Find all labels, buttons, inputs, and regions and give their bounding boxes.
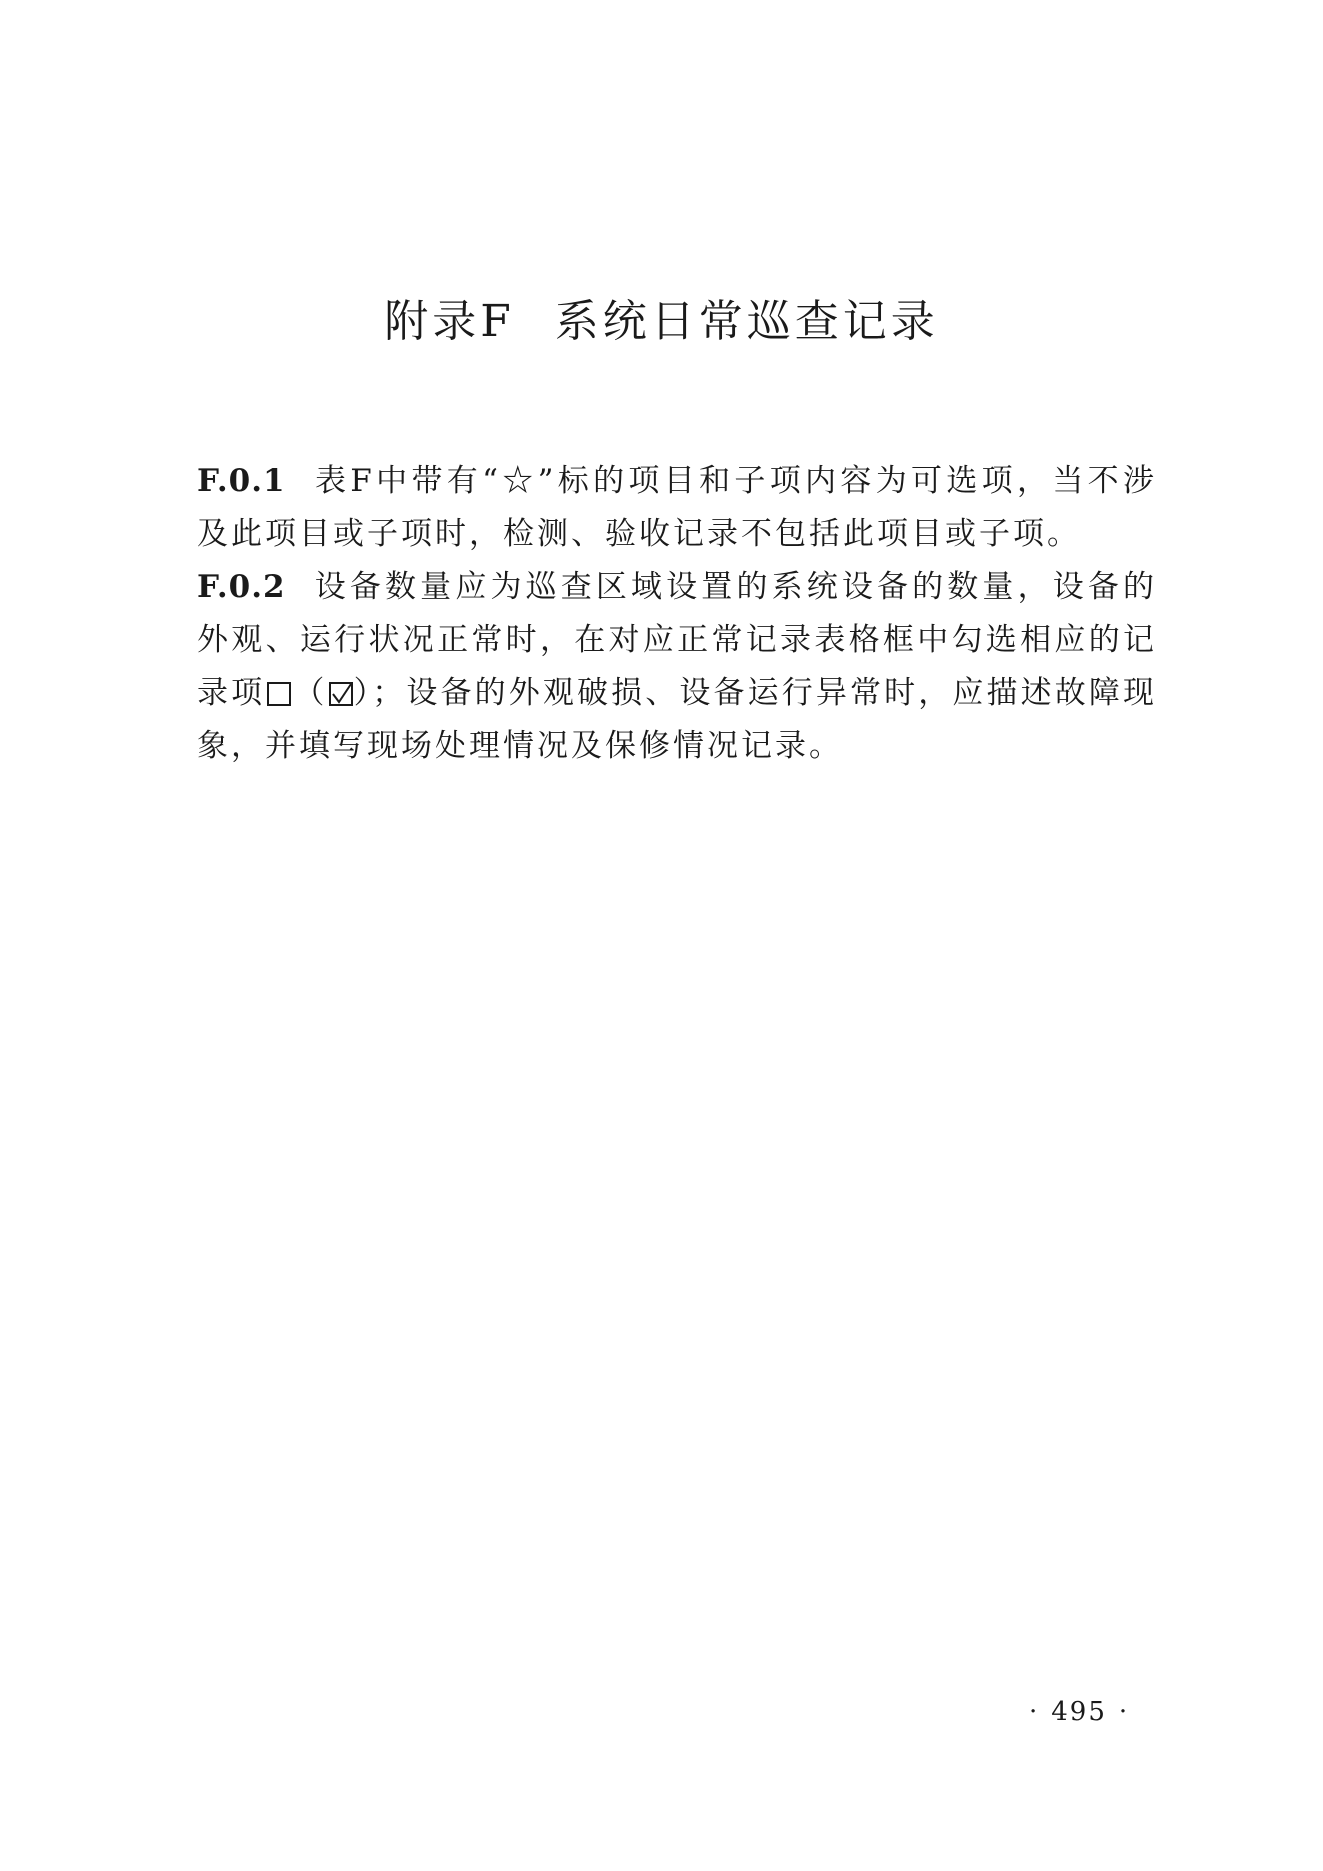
clause-number: F.0.2 [197,569,286,605]
bullet-right: · [1118,1697,1130,1727]
page-title [0,292,1323,352]
body-text [197,455,1157,773]
appendix-title: 系统日常巡查记录 [554,296,939,347]
clause-f-0-2 [197,561,1157,773]
clause-text: 表F中带有“☆”标的项目和子项内容为可选项，当不涉及此项目或子项时，检测、验收记录不包括此项目或子项。 [197,463,1157,552]
bullet-left: · [1029,1697,1040,1727]
paren-close: ） [353,675,373,711]
page-number [1017,1697,1141,1727]
page-number-value: 495 [1051,1697,1107,1727]
clause-text-before: 设备数量应为巡查区域设置的系统设备的数量，设备的外观、运行状况正常时，在对应正常记录表格框中勾选相应的记录项 [197,569,1157,711]
clause-number: F.0.1 [197,463,286,499]
empty-checkbox-icon [267,682,291,706]
paren-open: （ [293,675,328,711]
clause-f-0-1 [197,455,1157,561]
appendix-label: 附录F [384,296,515,347]
clause-text-after: ；设备的外观破损、设备运行异常时，应描述故障现象，并填写现场处理情况及保修情况记录。 [197,675,1157,764]
checked-checkbox-icon [329,682,353,706]
